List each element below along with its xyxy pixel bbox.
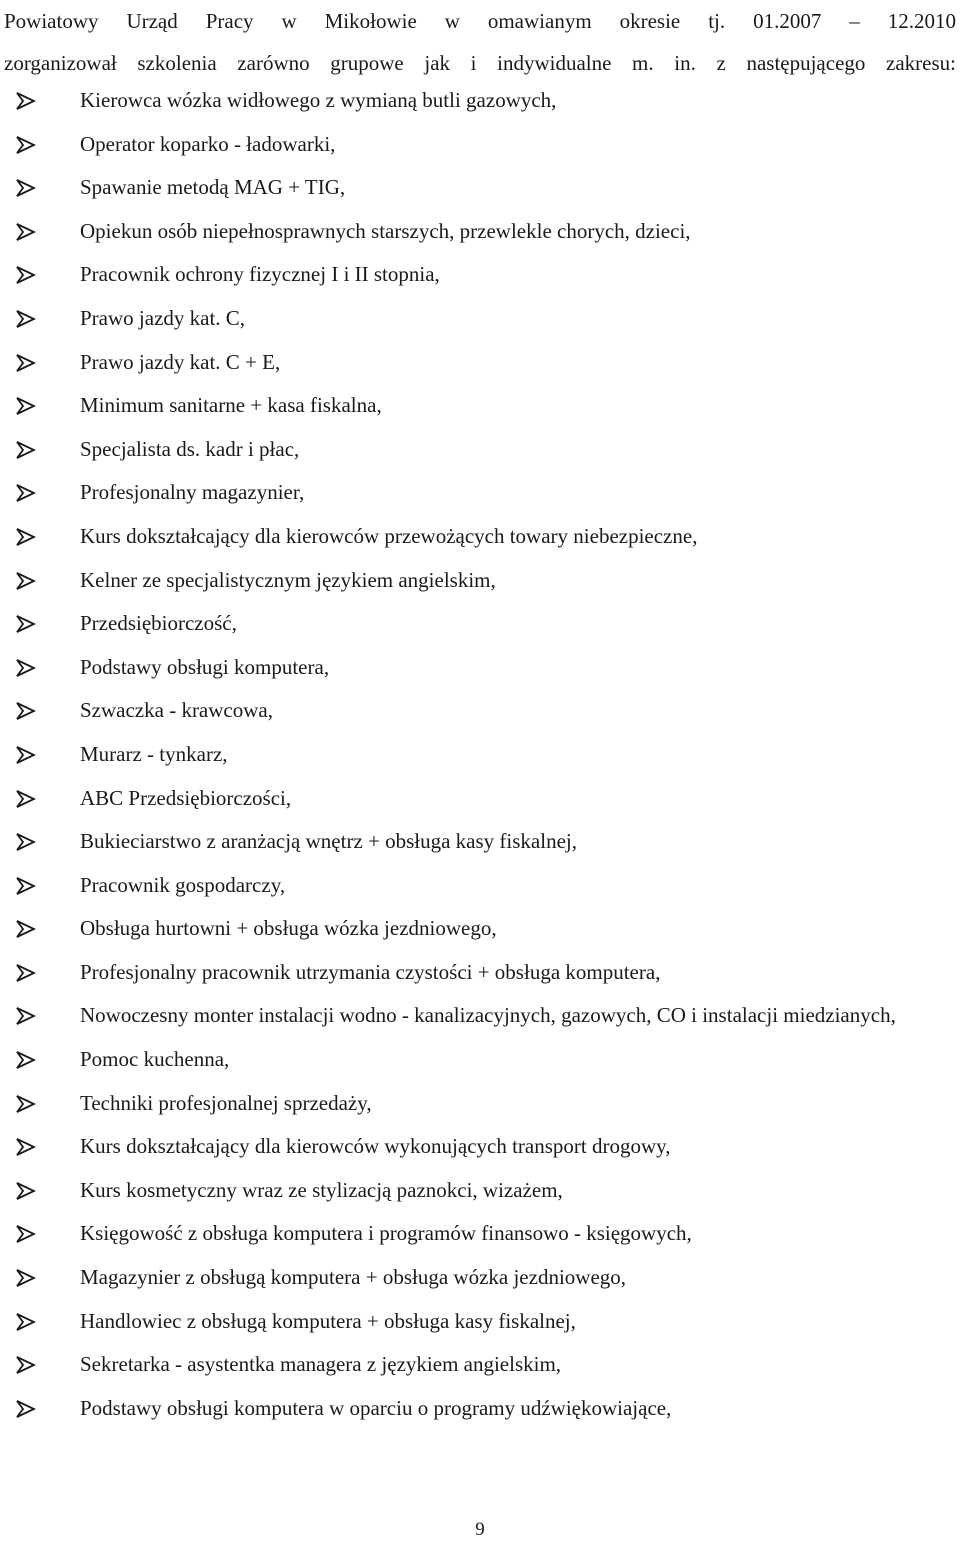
arrowhead-bullet-icon: [16, 920, 36, 938]
list-item-text: Pracownik gospodarczy,: [80, 872, 286, 897]
arrowhead-bullet-icon: [16, 223, 36, 241]
list-item: [0, 1169, 960, 1213]
list-item: [0, 994, 960, 1038]
list-item-text: Bukieciarstwo z aranżacją wnętrz + obsługa kasy fiskalnej,: [80, 829, 577, 854]
list-item: [0, 428, 960, 472]
intro-line-2: zorganizował szkolenia zarówno grupowe jak i indywidualne m. in. z następującego zakresu:: [4, 51, 956, 75]
list-item-text: Szwaczka - krawcowa,: [80, 698, 273, 723]
arrowhead-bullet-icon: [16, 397, 36, 415]
list-item: [0, 341, 960, 385]
list-item: [0, 1256, 960, 1300]
arrowhead-bullet-icon: [16, 179, 36, 197]
list-item-text: Profesjonalny magazynier,: [80, 480, 305, 505]
list-item: [0, 297, 960, 341]
list-item: [0, 1212, 960, 1256]
arrowhead-bullet-icon: [16, 92, 36, 110]
list-item-text: Operator koparko - ładowarki,: [80, 131, 336, 156]
list-item: [0, 864, 960, 908]
arrowhead-bullet-icon: [16, 659, 36, 677]
arrowhead-bullet-icon: [16, 1095, 36, 1113]
list-item-text: Kierowca wózka widłowego z wymianą butli gazowych,: [80, 88, 557, 112]
list-item-text: Murarz - tynkarz,: [80, 741, 228, 766]
list-item: [0, 471, 960, 515]
arrowhead-bullet-icon: [16, 746, 36, 764]
list-item: [0, 646, 960, 690]
list-item-text: Księgowość z obsługa komputera i programów finansowo - księgowych,: [80, 1221, 692, 1246]
arrowhead-bullet-icon: [16, 310, 36, 328]
intro-paragraph: [4, 0, 956, 84]
list-item: [0, 1343, 960, 1387]
list-item-text: Prawo jazdy kat. C + E,: [80, 349, 281, 374]
arrowhead-bullet-icon: [16, 1269, 36, 1287]
arrowhead-bullet-icon: [16, 1051, 36, 1069]
list-item-text: Techniki profesjonalnej sprzedaży,: [80, 1090, 372, 1115]
list-item-text: Sekretarka - asystentka managera z językiem angielskim,: [80, 1352, 562, 1377]
arrowhead-bullet-icon: [16, 790, 36, 808]
arrowhead-bullet-icon: [16, 441, 36, 459]
arrowhead-bullet-icon: [16, 1182, 36, 1200]
arrowhead-bullet-icon: [16, 572, 36, 590]
list-item: [0, 559, 960, 603]
list-item: [0, 79, 960, 123]
list-item-text: Podstawy obsługi komputera,: [80, 654, 330, 679]
list-item: [0, 123, 960, 167]
list-item-text: Przedsiębiorczość,: [80, 611, 237, 636]
list-item-text: Specjalista ds. kadr i płac,: [80, 436, 300, 461]
arrowhead-bullet-icon: [16, 354, 36, 372]
list-item-text: Kurs dokształcający dla kierowców wykonujących transport drogowy,: [80, 1134, 671, 1159]
arrowhead-bullet-icon: [16, 877, 36, 895]
arrowhead-bullet-icon: [16, 1225, 36, 1243]
list-item-text: Spawanie metodą MAG + TIG,: [80, 175, 346, 200]
list-item-text: Opiekun osób niepełnosprawnych starszych, przewlekle chorych, dzieci,: [80, 218, 691, 243]
list-item-text: Nowoczesny monter instalacji wodno - kanalizacyjnych, gazowych, CO i instalacji miedzianych,: [80, 1003, 896, 1028]
intro-line-1: Powiatowy Urząd Pracy w Mikołowie w omawianym okresie tj. 01.2007 – 12.2010: [4, 9, 956, 33]
list-item-text: Obsługa hurtowni + obsługa wózka jezdniowego,: [80, 916, 497, 941]
list-item: [0, 1387, 960, 1431]
page-number: 9: [475, 1519, 485, 1540]
list-item-text: Podstawy obsługi komputera w oparciu o programy udźwiękowiające,: [80, 1395, 672, 1420]
list-item-text: Handlowiec z obsługą komputera + obsługa kasy fiskalnej,: [80, 1308, 576, 1333]
list-item: [0, 384, 960, 428]
list-item: [0, 951, 960, 995]
arrowhead-bullet-icon: [16, 528, 36, 546]
list-item: [0, 689, 960, 733]
list-item: [0, 166, 960, 210]
list-item-text: Pracownik ochrony fizycznej I i II stopnia,: [80, 262, 440, 287]
list-item: [0, 907, 960, 951]
list-item-text: Magazynier z obsługą komputera + obsługa wózka jezdniowego,: [80, 1265, 627, 1290]
arrowhead-bullet-icon: [16, 1007, 36, 1025]
arrowhead-bullet-icon: [16, 266, 36, 284]
list-item: [0, 777, 960, 821]
course-list: [0, 79, 960, 1430]
list-item: [0, 602, 960, 646]
list-item: [0, 1300, 960, 1344]
list-item-text: Pomoc kuchenna,: [80, 1047, 230, 1072]
arrowhead-bullet-icon: [16, 484, 36, 502]
list-item: [0, 515, 960, 559]
list-item: [0, 820, 960, 864]
list-item-text: ABC Przedsiębiorczości,: [80, 785, 292, 810]
list-item: [0, 1038, 960, 1082]
list-item: [0, 733, 960, 777]
arrowhead-bullet-icon: [16, 1313, 36, 1331]
arrowhead-bullet-icon: [16, 1138, 36, 1156]
list-item-text: Profesjonalny pracownik utrzymania czystości + obsługa komputera,: [80, 959, 661, 984]
list-item-text: Prawo jazdy kat. C,: [80, 305, 246, 330]
list-item-text: Kelner ze specjalistycznym językiem angielskim,: [80, 567, 496, 592]
list-item: [0, 253, 960, 297]
arrowhead-bullet-icon: [16, 1400, 36, 1418]
list-item: [0, 1082, 960, 1126]
list-item: [0, 1125, 960, 1169]
arrowhead-bullet-icon: [16, 615, 36, 633]
arrowhead-bullet-icon: [16, 702, 36, 720]
arrowhead-bullet-icon: [16, 136, 36, 154]
list-item-text: Minimum sanitarne + kasa fiskalna,: [80, 393, 382, 418]
arrowhead-bullet-icon: [16, 1356, 36, 1374]
list-item-text: Kurs kosmetyczny wraz ze stylizacją paznokci, wizażem,: [80, 1177, 563, 1202]
arrowhead-bullet-icon: [16, 964, 36, 982]
arrowhead-bullet-icon: [16, 833, 36, 851]
list-item: [0, 210, 960, 254]
list-item-text: Kurs dokształcający dla kierowców przewożących towary niebezpieczne,: [80, 523, 698, 548]
